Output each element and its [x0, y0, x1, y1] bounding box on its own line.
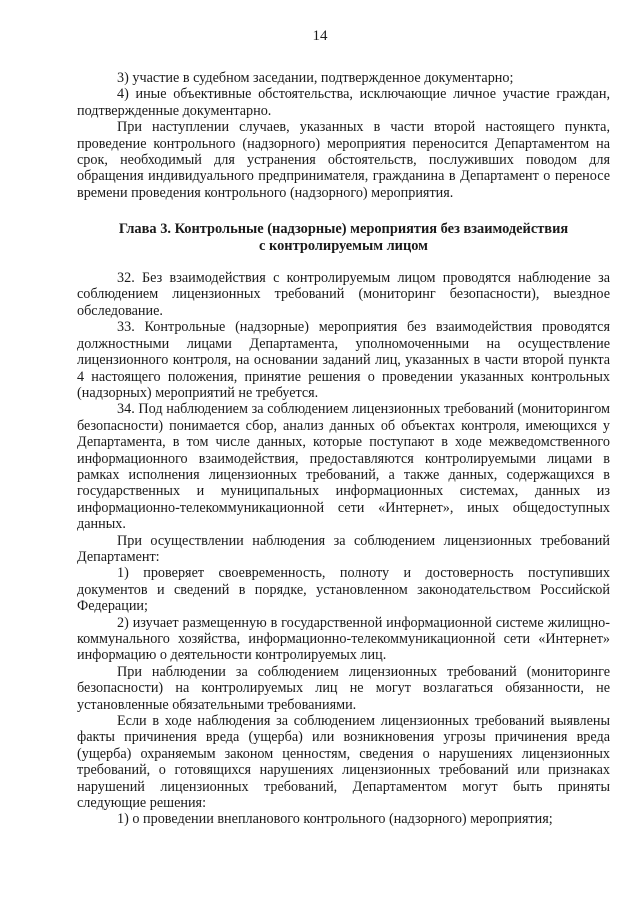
paragraph-postponement: При наступлении случаев, указанных в части второй настоящего пункта, проведение контрольного (надзорного) мероприятия переносится Департаментом на срок, необходимый для устранения обстоятельств, послуживших поводом для обращения индивидуального предпринимателя, гражданина в Департамент о переносе времени проведения контрольного (надзорного) мероприятия.: [77, 119, 610, 201]
paragraph-32: 32. Без взаимодействия с контролируемым лицом проводятся наблюдение за соблюдением лицензионных требований (мониторинг безопасности), выездное обследование.: [77, 270, 610, 319]
chapter-heading-line-2: с контролируемым лицом: [259, 237, 428, 254]
paragraph-item-3: 3) участие в судебном заседании, подтвержденное документарно;: [117, 70, 514, 86]
paragraph-violations-found: Если в ходе наблюдения за соблюдением лицензионных требований выявлены факты причинения вреда (ущерба) или возникновения угрозы причинения вреда (ущерба) охраняемым законом ценностям, сведения о нарушениях лицензионных требований, о готовящихся нарушениях лицензионных требований или признаках нарушений лицензионных требований, Департаментом могут быть приняты следующие решения:: [77, 713, 610, 812]
paragraph-decision-1: 1) о проведении внепланового контрольного (надзорного) мероприятия;: [117, 811, 553, 828]
chapter-heading-line-1: Глава 3. Контрольные (надзорные) мероприятия без взаимодействия: [118, 221, 569, 238]
paragraph-item-4: 4) иные объективные обстоятельства, исключающие личное участие граждан, подтвержденные документарно.: [77, 86, 610, 119]
paragraph-33: 33. Контрольные (надзорные) мероприятия без взаимодействия проводятся должностными лицами Департамента, уполномоченными на осуществление лицензионного контроля, на основании заданий лиц, указанных в части второй пункта 4 настоящего положения, принятие решения о проведении указанных контрольных (надзорных) мероприятий не требуется.: [77, 319, 610, 401]
chapter-heading: [77, 221, 610, 254]
document-body: [77, 70, 610, 828]
paragraph-action-2: 2) изучает размещенную в государственной информационной системе жилищно-коммунального хозяйства, информационно-телекоммуникационной сети «Интернет» информацию о деятельности контролируемых лиц.: [77, 614, 610, 664]
paragraph-no-obligations: При наблюдении за соблюдением лицензионных требований (мониторинге безопасности) на контролируемых лиц не могут возлагаться обязанности, не установленные обязательными требованиями.: [77, 663, 610, 713]
page-number: 14: [312, 28, 328, 44]
paragraph-action-1: 1) проверяет своевременность, полноту и достоверность поступивших документов и сведений в порядке, установленном законодательством Российской Федерации;: [77, 565, 610, 615]
paragraph-department-actions: При осуществлении наблюдения за соблюдением лицензионных требований Департамент:: [77, 532, 610, 565]
paragraph-34: 34. Под наблюдением за соблюдением лицензионных требований (мониторингом безопасности) понимается сбор, анализ данных об объектах контроля, имеющихся у Департамента, в том числе данных, которые поступают в ходе межведомственного информационного взаимодействия, предоставляются контролируемыми лицами в рамках исполнения лицензионных требований, а также данных, содержащихся в государственных и муниципальных информационных системах, данных из информационно-телекоммуникационной сети «Интернет», иных общедоступных данных.: [77, 401, 610, 533]
